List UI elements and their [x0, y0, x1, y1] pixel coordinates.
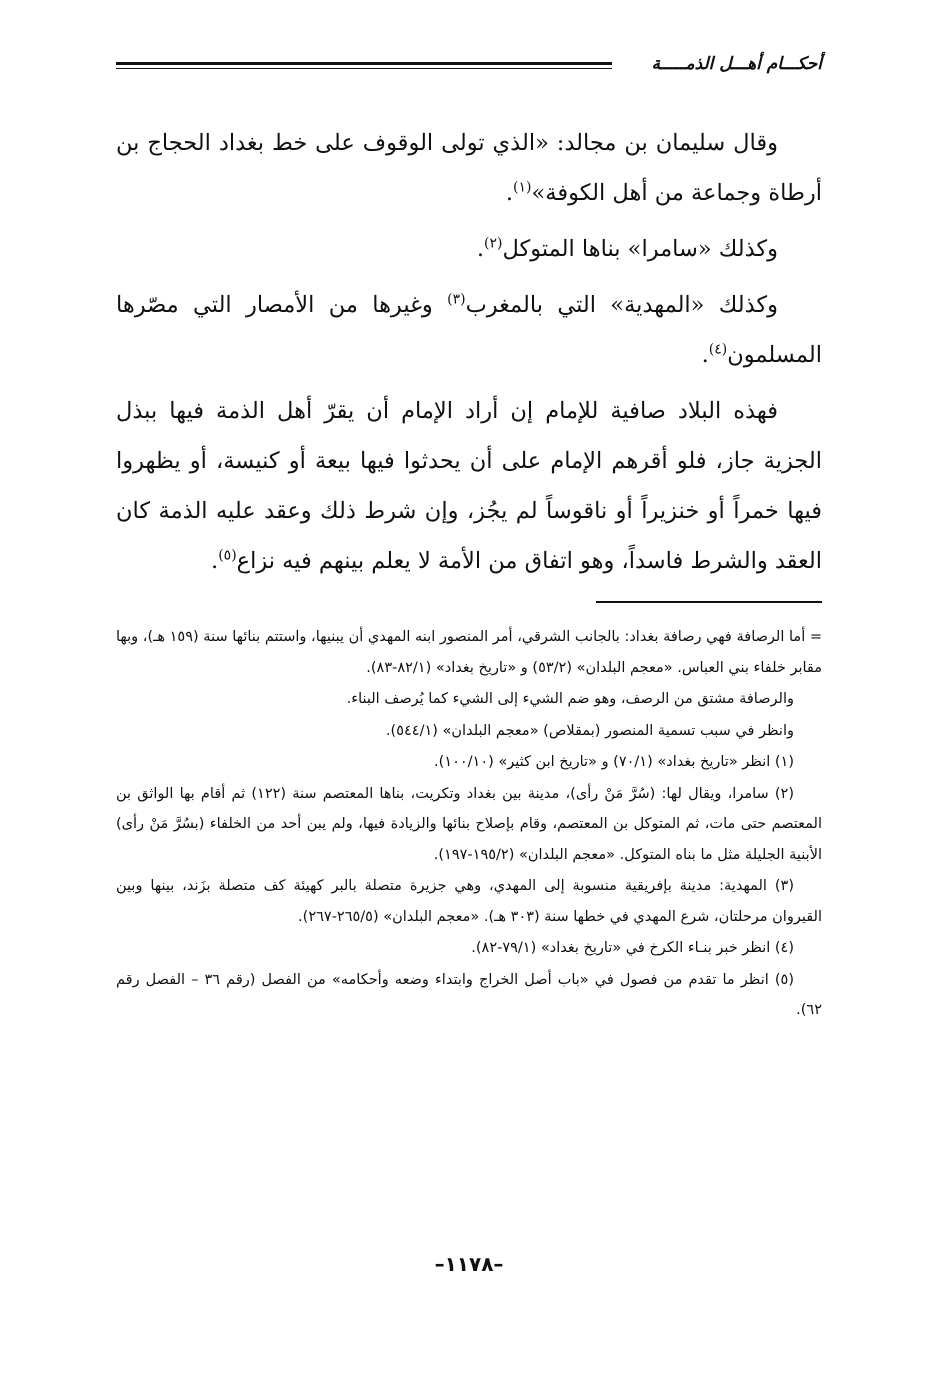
footnote: وانظر في سبب تسمية المنصور (بمقلاص) «معجم البلدان» (٥٤٤/١). — [385, 722, 794, 739]
footnote: (٥) انظر ما تقدم من فصول في «باب أصل الخراج وابتداء وضعه وأحكامه» من الفصل (رقم ٣٦ – الفصل رقم ٦٢). — [116, 971, 822, 1018]
footnote-ref: (٢) — [484, 235, 503, 252]
running-header — [116, 52, 822, 82]
footnote: والرصافة مشتق من الرصف، وهو ضم الشيء إلى الشيء كما يُرصف البناء. — [346, 691, 794, 707]
footnote: (١) انظر «تاريخ بغداد» (٧٠/١) و «تاريخ ابن كثير» (١٠٠/١٠). — [434, 754, 794, 770]
footnote: (٤) انظر خبر بنـاء الكرخ في «تاريخ بغداد» (٧٩/١-٨٢). — [471, 940, 794, 956]
header-rule — [116, 62, 612, 69]
footnote: = أما الرصافة فهي رصافة بغداد: بالجانب الشرقي، أمر المنصور ابنه المهدي أن يبنيها، واستتم بنائها سنة (١٥٩ هـ)، وبها مقابر خلفاء بني العباس. «معجم البلدان» (٥٣/٢) و «تاريخ بغداد» (٨٢/١-٨٣). — [116, 629, 822, 676]
page-number: –١١٧٨– — [434, 1252, 504, 1276]
running-title: أحكـــام أهـــل الذمـــــة — [651, 54, 822, 74]
footnote-ref: (٣) — [447, 291, 466, 308]
paragraph: وقال سليمان بن مجالد: «الذي تولى الوقوف على خط بغداد الحجاج بن أرطاة وجماعة من أهل الكوفة»$^{(١)}$. — [116, 130, 822, 206]
paragraph: وكذلك «المهدية» التي بالمغرب$^{(٣)}$ وغيرها من الأمصار التي مصّرها المسلمون$^{(٤)}$. — [116, 291, 822, 368]
main-text — [116, 118, 822, 594]
footnote-ref: (٥) — [218, 547, 237, 564]
paragraph: وكذلك «سامرا» بناها المتوكل$^{(٢)}$. — [476, 235, 778, 262]
footnotes — [116, 622, 822, 1027]
footnote: (٣) المهدية: مدينة بإفريقية منسوبة إلى المهدي، وهي جزيرة متصلة بالبر كهيئة كف متصلة بزَند، بينها وبين القيروان مرحلتان، شرع المهدي في خطها سنة (٣٠٣ هـ). «معجم البلدان» (٢٦٥/٥-٢٦٧). — [116, 878, 822, 925]
footnote: (٢) سامرا، ويقال لها: (سُرَّ مَنْ رأى)، مدينة بين بغداد وتكريت، بناها المعتصم سنة (١٢٢) ثم أقام بها الواثق بن المعتصم حتى مات، ثم المتوكل بن المعتصم، وقام بإصلاح بنائها والزيادة فيها، ولم يبن أحد من الخلفاء (بسُرَّ مَنْ رأى) الأبنية الجليلة مثل ما بناه المتوكل. «معجم البلدان» (١٩٥/٢-١٩٧). — [116, 785, 822, 863]
paragraph: فهذه البلاد صافية للإمام إن أراد الإمام أن يقرّ أهل الذمة فيها ببذل الجزية جاز، فلو أقرهم الإمام على أن يحدثوا فيها بيعة أو كنيسة، أو يظهروا فيها خمراً أو خنزيراً أو ناقوساً لم يجُز، وإن شرط ذلك وعقد عليه الذمة كان العقد والشرط فاسداً، وهو اتفاق من الأمة لا يعلم بينهم فيه نزاع$^{(٥)}$. — [116, 398, 822, 574]
footnote-ref: (١) — [513, 179, 532, 196]
footnote-ref: (٤) — [708, 341, 728, 358]
footnote-separator — [596, 601, 822, 603]
